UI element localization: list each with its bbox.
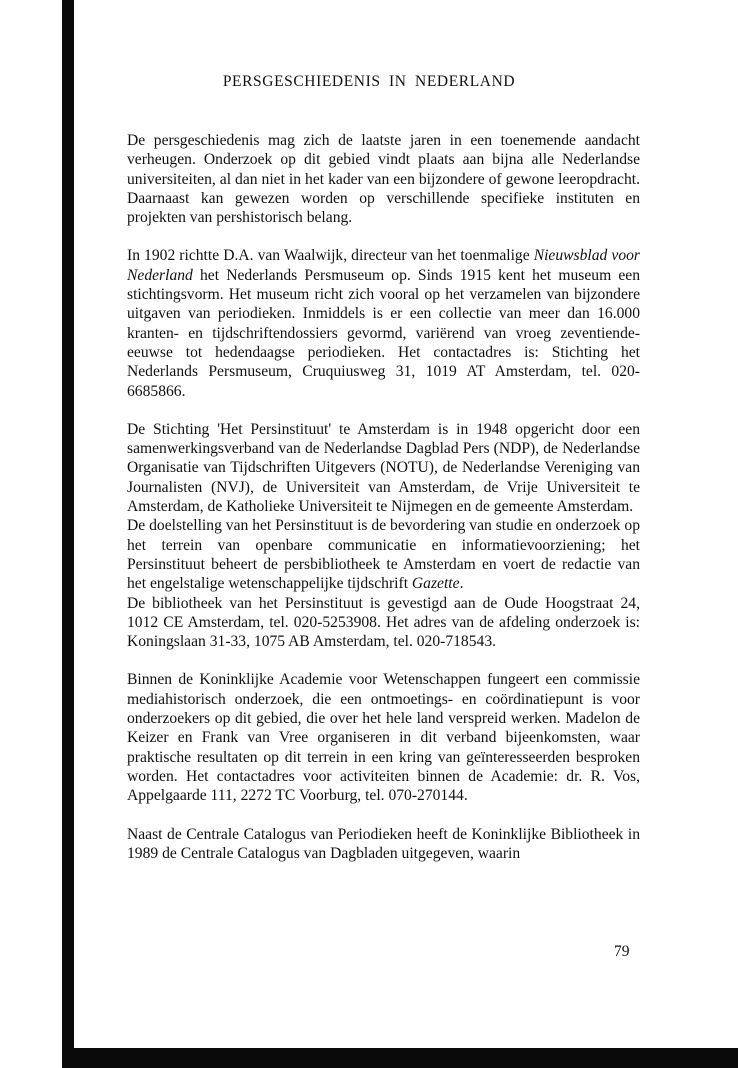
paragraph-intro: De persgeschiedenis mag zich de laatste jaren in een toenemende aandacht verheugen. Onderzoek op dit gebied vindt plaats aan bijna alle Nederlandse universiteiten, al dan niet in het kader van een bijzondere of gewone leeropdracht. Daarnaast kan gewezen worden op verschillende specifieke instituten en projekten van pershistorisch belang. — [127, 132, 640, 227]
paragraph-text: In 1902 richtte D.A. van Waalwijk, directeur van het toenmalige — [127, 247, 534, 265]
article-body — [127, 131, 640, 863]
paragraph-doelstelling — [127, 516, 640, 593]
paragraph-academie: Binnen de Koninklijke Academie voor Wetenschappen fungeert een commissie mediahistorisch onderzoek, die een ontmoetings- en coördinatiepunt is voor onderzoekers op dit gebied, die over het hele land verspreid werken. Madelon de Keizer en Frank van Vree organiseren in dit verband bijeenkomsten, waar praktische resultaten op dit terrein in een kring van geïnteresseerden besproken worden. Het contactadres voor activiteiten binnen de Academie: dr. R. Vos, Appelgaarde 111, 2272 TC Voorburg, tel. 070-270144. — [127, 671, 640, 805]
paragraph-catalogus: Naast de Centrale Catalogus van Periodieken heeft de Koninklijke Bibliotheek in 1989 de Centrale Catalogus van Dagbladen uitgegeven, waarin — [127, 825, 640, 862]
paragraph-text: De doelstelling van het Persinstituut is de bevordering van studie en onderzoek op het terrein van openbare communicatie en informatievoorziening; het Persinstituut beheert de persbibliotheek te Amsterdam en voert de redactie van het engelstalige wetenschappelijke tijdschrift — [127, 517, 640, 593]
page-title: PERSGESCHIEDENIS IN NEDERLAND — [222, 73, 516, 90]
journal-title: Gazette — [411, 575, 460, 593]
newspaper-title: Nieuwsblad voor Nederland — [127, 247, 640, 284]
scan-border-bottom — [62, 1048, 738, 1068]
paragraph-bibliotheek: De bibliotheek van het Persinstituut is gevestigd aan de Oude Hoogstraat 24, 1012 CE Amsterdam, tel. 020-5253908. Het adres van de afdeling onderzoek is: Koningslaan 31-33, 1075 AB Amsterdam, tel. 020-718543. — [127, 594, 640, 651]
page-number: 79 — [614, 943, 630, 960]
paragraph-text: het Nederlands Persmuseum op. Sinds 1915 kent het museum een stichtingsvorm. Het museum richt zich vooral op het verzamelen van bijzondere uitgaven van periodieken. Inmiddels is er een collectie van meer dan 16.000 kranten- en tijdschriftendossiers gevormd, variërend van vroeg zeventiende-eeuwse tot hedendaagse periodieken. Het contactadres is: Stichting het Nederlands Persmuseum, Cruquiusweg 31, 1019 AT Amsterdam, tel. 020-6685866. — [127, 266, 640, 400]
paragraph-text: . — [459, 575, 464, 593]
paragraph-persinstituut: De Stichting 'Het Persinstituut' te Amsterdam is in 1948 opgericht door een samenwerkingsverband van de Nederlandse Dagblad Pers (NDP), de Nederlandse Organisatie van Tijdschriften Uitgevers (NOTU), de Nederlandse Vereniging van Journalisten (NVJ), de Universiteit van Amsterdam, de Vrije Universiteit te Amsterdam, de Katholieke Universiteit te Nijmegen en de gemeente Amsterdam. — [127, 420, 640, 516]
scan-border-left — [62, 0, 74, 1068]
paragraph-persmuseum — [127, 246, 640, 400]
